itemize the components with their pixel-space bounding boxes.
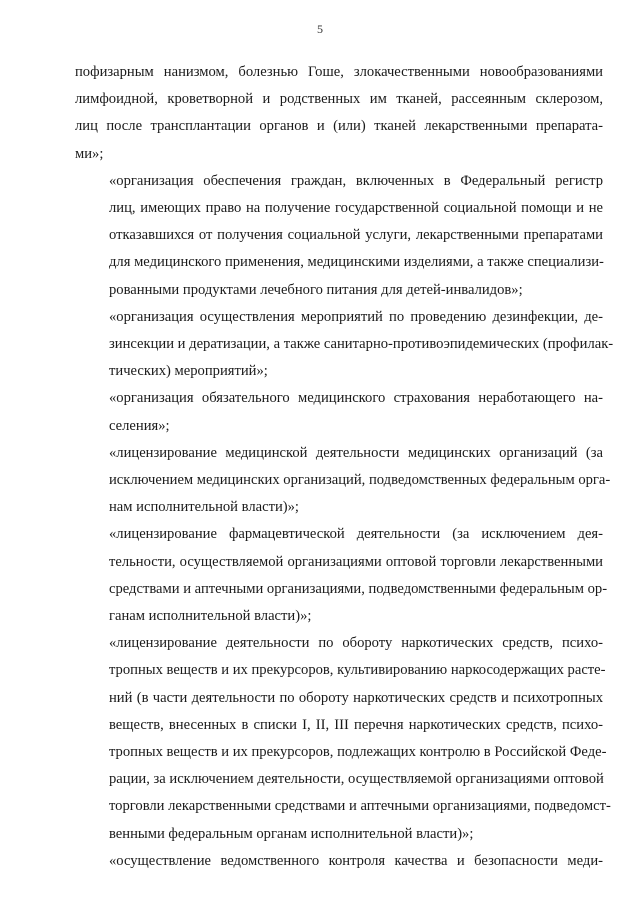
paragraph bbox=[75, 59, 603, 168]
text-line: средствами и аптечными организациями, подведомственными федеральным ор- bbox=[109, 580, 608, 597]
text-line: ми»; bbox=[75, 145, 104, 162]
text-line: лимфоидной, кроветворной и родственных им тканей, рассеянным склерозом, bbox=[75, 91, 603, 108]
paragraph bbox=[75, 630, 611, 848]
paragraph bbox=[75, 440, 611, 522]
page-number: 5 bbox=[317, 22, 323, 36]
text-line: тропных веществ и их прекурсоров, подлежащих контролю в Российской Феде- bbox=[109, 744, 607, 761]
text-line: для медицинского применения, медицинскими изделиями, а также специализи- bbox=[109, 254, 604, 271]
text-line: нам исполнительной власти)»; bbox=[109, 499, 299, 516]
text-line: рованными продуктами лечебного питания для детей-инвалидов»; bbox=[109, 281, 523, 298]
text-line: ганам исполнительной власти)»; bbox=[109, 608, 312, 625]
text-line: венными федеральным органам исполнительной власти)»; bbox=[109, 825, 474, 842]
text-line: тельности, осуществляемой организациями оптовой торговли лекарственными bbox=[109, 553, 603, 570]
text-line: рации, за исключением деятельности, осуществляемой организациями оптовой bbox=[109, 771, 604, 788]
text-line: исключением медицинских организаций, подведомственных федеральным орга- bbox=[109, 472, 611, 489]
text-line: пофизарным нанизмом, болезнью Гоше, злокачественными новообразованиями bbox=[75, 64, 603, 80]
text-line: «организация осуществления мероприятий по проведению дезинфекции, де- bbox=[109, 308, 603, 325]
body-text bbox=[75, 59, 614, 875]
text-line: зинсекции и дератизации, а также санитарно-противоэпидемических (профилак- bbox=[109, 336, 614, 353]
text-line: «организация обязательного медицинского страхования неработающего на- bbox=[109, 390, 603, 407]
text-line: лиц после трансплантации органов и (или) тканей лекарственными препарата- bbox=[75, 118, 603, 135]
text-line: ний (в части деятельности по обороту наркотических средств и психотропных bbox=[109, 689, 603, 706]
paragraph bbox=[75, 521, 608, 630]
text-line: тических) мероприятий»; bbox=[109, 363, 268, 380]
text-line: «организация обеспечения граждан, включенных в Федеральный регистр bbox=[109, 172, 603, 189]
paragraph bbox=[75, 304, 614, 386]
text-line: веществ, внесенных в списки I, II, III перечня наркотических средств, психо- bbox=[109, 716, 603, 733]
text-line: тропных веществ и их прекурсоров, культивированию наркосодержащих расте- bbox=[109, 662, 606, 679]
text-line: торговли лекарственными средствами и аптечными организациями, подведомст- bbox=[109, 798, 611, 815]
text-line: лиц, имеющих право на получение государственной социальной помощи и не bbox=[109, 200, 603, 217]
text-line: «лицензирование деятельности по обороту наркотических средств, психо- bbox=[109, 635, 603, 652]
text-line: «осуществление ведомственного контроля качества и безопасности меди- bbox=[109, 852, 603, 869]
paragraph bbox=[75, 848, 603, 875]
text-line: отказавшихся от получения социальной услуги, лекарственными препаратами bbox=[109, 227, 603, 244]
text-line: селения»; bbox=[109, 417, 170, 434]
text-line: «лицензирование фармацевтической деятельности (за исключением дея- bbox=[109, 526, 603, 543]
paragraph bbox=[75, 385, 603, 439]
text-line: «лицензирование медицинской деятельности медицинских организаций (за bbox=[109, 444, 603, 461]
paragraph bbox=[75, 168, 603, 304]
